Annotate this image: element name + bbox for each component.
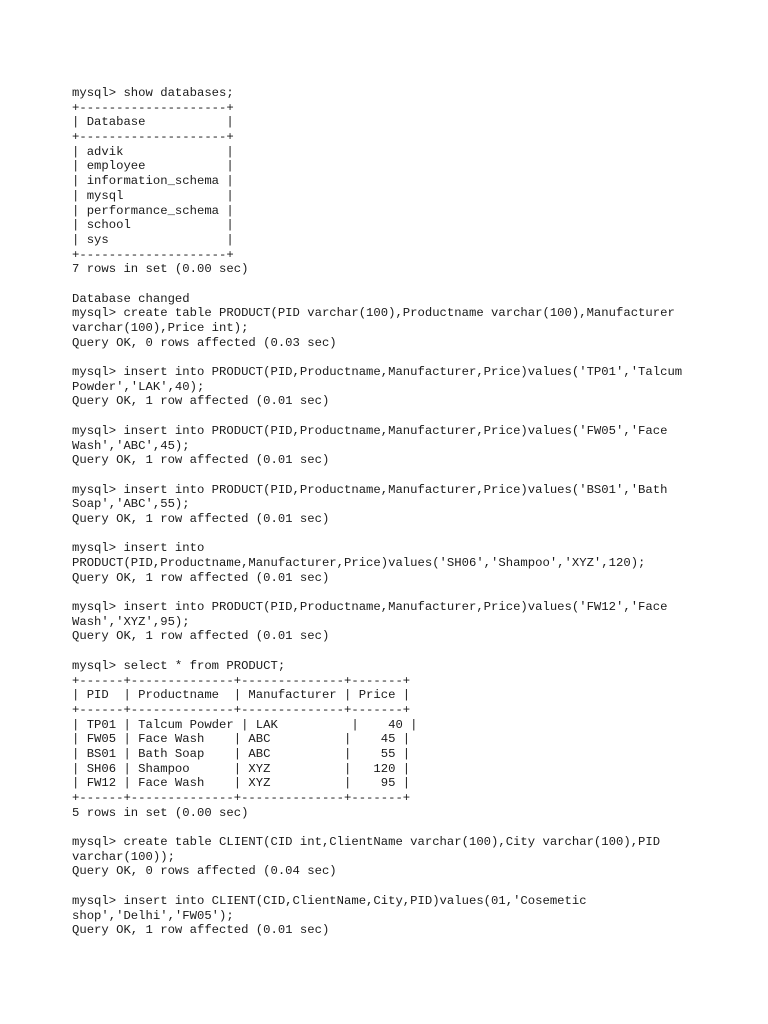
blank-line <box>72 644 752 659</box>
text-line: | SH06 | Shampoo | XYZ | 120 | <box>72 761 411 776</box>
text-line: Query OK, 1 row affected (0.01 sec) <box>72 923 330 938</box>
blank-line <box>72 350 752 365</box>
text-line: +--------------------+ <box>72 100 234 115</box>
text-line: mysql> create table CLIENT(CID int,ClientName varchar(100),City varchar(100),PID <box>72 835 661 850</box>
text-line: | TP01 | Talcum Powder | LAK | 40 | <box>72 717 418 732</box>
text-line: Query OK, 1 row affected (0.01 sec) <box>72 394 330 409</box>
text-line: Powder','LAK',40); <box>72 379 205 394</box>
text-line: Query OK, 1 row affected (0.01 sec) <box>72 511 330 526</box>
text-line: mysql> insert into <box>72 541 205 556</box>
document-page <box>72 86 752 938</box>
text-line: Query OK, 0 rows affected (0.04 sec) <box>72 864 337 879</box>
text-line: Wash','ABC',45); <box>72 438 190 453</box>
text-line: 7 rows in set (0.00 sec) <box>72 262 249 277</box>
text-line: Database changed <box>72 291 190 306</box>
text-line: Query OK, 1 row affected (0.01 sec) <box>72 453 330 468</box>
text-line: Query OK, 1 row affected (0.01 sec) <box>72 629 330 644</box>
text-line: Query OK, 1 row affected (0.01 sec) <box>72 570 330 585</box>
text-line: | employee | <box>72 159 234 174</box>
text-line: | BS01 | Bath Soap | ABC | 55 | <box>72 746 411 761</box>
text-line: | information_schema | <box>72 174 234 189</box>
text-line: shop','Delhi','FW05'); <box>72 908 234 923</box>
blank-line <box>72 277 752 292</box>
text-line: 5 rows in set (0.00 sec) <box>72 805 249 820</box>
text-line: mysql> create table PRODUCT(PID varchar(100),Productname varchar(100),Manufacturer <box>72 306 675 321</box>
text-line: varchar(100)); <box>72 849 175 864</box>
text-line: | mysql | <box>72 188 234 203</box>
text-line: mysql> insert into PRODUCT(PID,Productname,Manufacturer,Price)values('FW05','Face <box>72 423 668 438</box>
text-line: +------+--------------+--------------+-------+ <box>72 673 411 688</box>
text-line: +------+--------------+--------------+-------+ <box>72 702 411 717</box>
text-line: | school | <box>72 218 234 233</box>
text-line: +--------------------+ <box>72 247 234 262</box>
text-line: | sys | <box>72 232 234 247</box>
text-line: | PID | Productname | Manufacturer | Price | <box>72 688 411 703</box>
text-line: | Database | <box>72 115 234 130</box>
blank-line <box>72 409 752 424</box>
text-line: mysql> insert into PRODUCT(PID,Productname,Manufacturer,Price)values('BS01','Bath <box>72 482 668 497</box>
text-line: | advik | <box>72 144 234 159</box>
text-line: varchar(100),Price int); <box>72 321 249 335</box>
text-line: mysql> show databases; <box>72 86 234 100</box>
text-line: Soap','ABC',55); <box>72 497 190 512</box>
text-line: +------+--------------+--------------+-------+ <box>72 791 411 805</box>
blank-line <box>72 879 752 894</box>
text-line: | FW12 | Face Wash | XYZ | 95 | <box>72 776 411 791</box>
text-line: | FW05 | Face Wash | ABC | 45 | <box>72 732 411 747</box>
text-line: mysql> select * from PRODUCT; <box>72 658 286 673</box>
blank-line <box>72 468 752 483</box>
blank-line <box>72 585 752 600</box>
text-line: mysql> insert into PRODUCT(PID,Productname,Manufacturer,Price)values('FW12','Face <box>72 600 668 615</box>
text-line: +--------------------+ <box>72 130 234 145</box>
text-line: PRODUCT(PID,Productname,Manufacturer,Price)values('SH06','Shampoo','XYZ',120); <box>72 556 646 570</box>
blank-line <box>72 820 752 835</box>
text-line: mysql> insert into CLIENT(CID,ClientName,City,PID)values(01,'Cosemetic <box>72 893 587 908</box>
text-line: Wash','XYZ',95); <box>72 614 190 629</box>
text-line: | performance_schema | <box>72 203 234 218</box>
text-line: Query OK, 0 rows affected (0.03 sec) <box>72 335 337 350</box>
blank-line <box>72 527 752 542</box>
text-line: mysql> insert into PRODUCT(PID,Productname,Manufacturer,Price)values('TP01','Talcum <box>72 365 683 380</box>
